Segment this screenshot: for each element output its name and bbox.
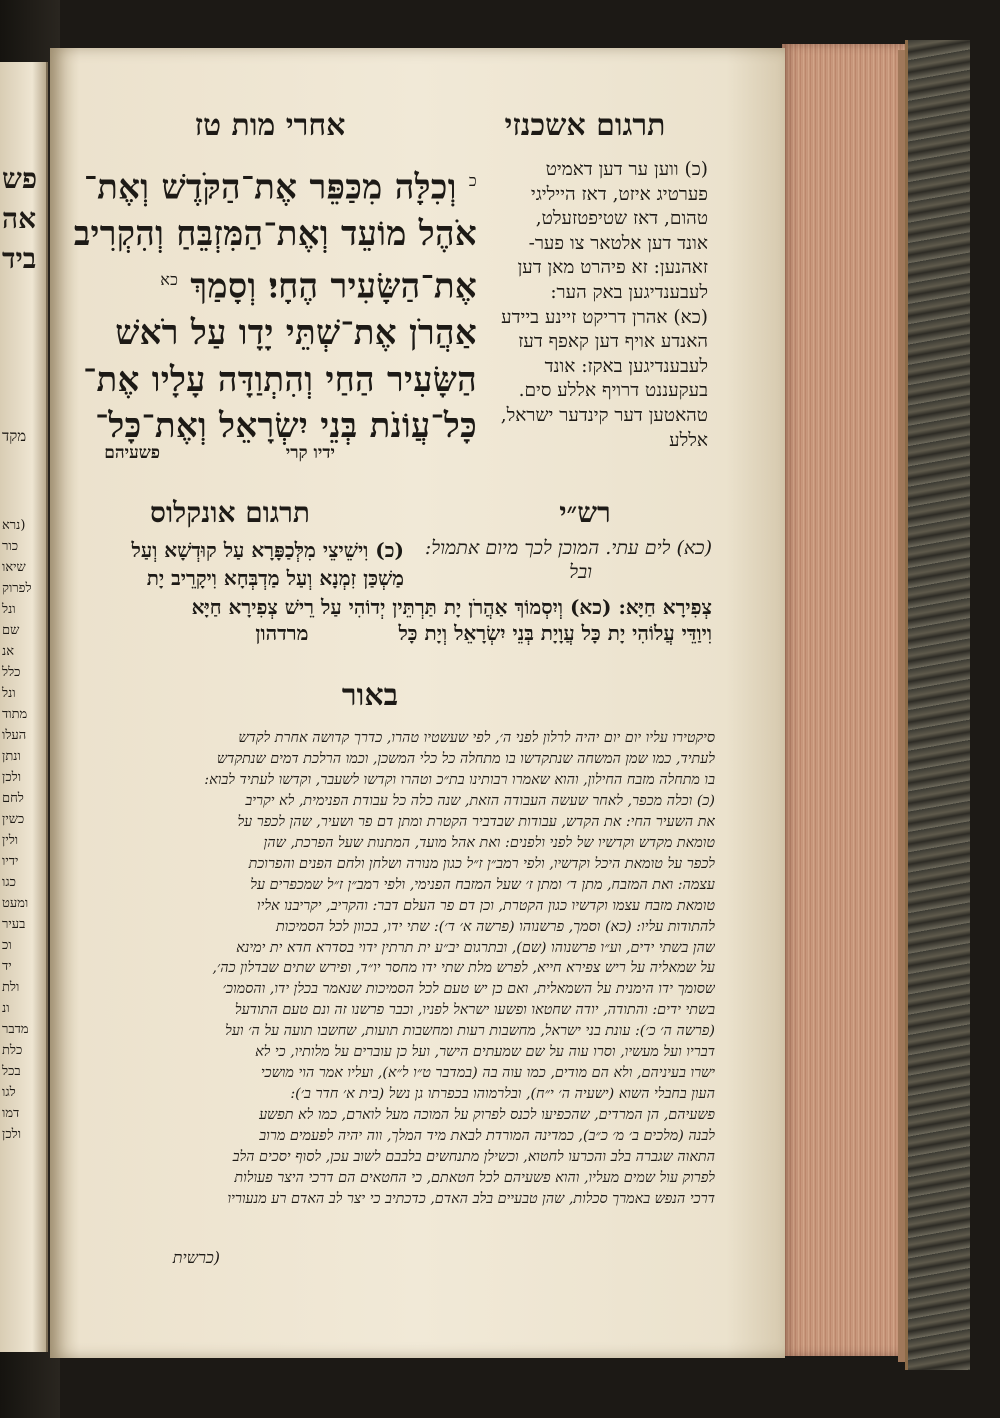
biur-line: בשתי ידים: והתודה, יודה שחטאו ופשעו ישראל לפניו, וכבר פרשנו זה ונם טעם התודעל: [234, 1002, 715, 1019]
rashi-commentary: [402, 536, 712, 584]
left-page-fragment: ולכן: [2, 770, 22, 785]
verse-line: אַהֲרֹן אֶת־שְׁתֵּי יָדָו עַל רֹאשׁ: [115, 313, 477, 354]
left-page-fragment: דמו: [2, 1106, 20, 1121]
rashi-line: ובל: [569, 561, 592, 583]
left-page-fragment: ונתן: [2, 749, 21, 764]
left-page-fragment: בעיר: [2, 917, 26, 932]
left-page-fragment: לגו: [2, 1085, 16, 1100]
left-page-fragment: כלל: [2, 665, 21, 680]
left-page-fragment: לפרוק: [2, 581, 32, 596]
left-page-fragment: כור: [2, 539, 19, 554]
biur-line: ישרו בעיניהם, ולא הם מודים, כמו עוה בה (במדבר ט״ו ל״א), ועליו אמר הוי מושכי: [260, 1065, 715, 1082]
left-page-fragment: ולכן: [2, 1127, 22, 1142]
biur-line: עצמה: ואת המזבח, מתן ד׳ ומתן ז׳ שעל המזבח הפנימי, ולפי רמב״ן ז״ל שמכפרים על: [250, 876, 715, 893]
biur-line: על שמאליה על ריש צפירא חייא, לפרש מלת שתי ידו מחסר יו״ד, ופירש שתים שבדלון כה׳,: [212, 960, 715, 977]
biur-line: (כ) וכלה מכפר, לאחר שעשה העבודה הזאת, שנה כלה כל עבודת הפנימית, לא יקריב: [245, 792, 715, 809]
biur-line: לפרוק עול שמים מעליו, והוא פשעיהם לכל חטאתם, כי החטאים הם דרכי היצר פעולות: [234, 1170, 715, 1187]
yiddish-line: טהום, דאז שטיפטזעלט,: [535, 208, 708, 230]
yiddish-translation: [488, 158, 708, 453]
verse-line: [62, 158, 477, 211]
hebrew-verse-block: [62, 158, 477, 450]
yiddish-line: אללע: [669, 429, 708, 451]
left-page-fragment: ומעט: [2, 896, 29, 911]
onkelos-continued: [74, 594, 712, 646]
onkelos-line: צְפִירָא חַיָּא: (כא) וְיִסְמוֹךְ אַהֲרֹן יָת תַּרְתֵּין יְדוֹהִי עַל רֵישׁ צְפִירָא חַיָּא: [191, 595, 712, 619]
yiddish-line: לעבענדיגען באקז: אונד: [544, 355, 708, 377]
left-page-fragment: ולת: [2, 980, 20, 995]
left-page-fragment: ונ: [2, 1001, 10, 1016]
verse-line: [62, 257, 477, 310]
running-header-left: אחרי מות טז: [194, 108, 346, 143]
biur-line: בו מתחלה מזבח החילון, והוא שאמרו רבותינו בת״כ וטהרו וקדשו לשעבר, וקדשו לעתיד לבוא:: [204, 771, 715, 788]
left-page-fragment: ונל: [2, 686, 16, 701]
keri-note: ידיו קרי: [285, 443, 335, 463]
biur-line: לעתיד, כמו שמן המשחה שנתקדשו בו מתחלה כל כלי המשכן, וכמו הרלכת דמים שנתקדש: [217, 750, 715, 767]
left-page-fragment: מקד: [2, 427, 27, 445]
verse-number: כא: [160, 270, 179, 290]
yiddish-line: לעבענדיגען באק הער:: [550, 281, 708, 303]
onkelos-line: (כ) וִישֵׁיצֵי מִלְּכַפָּרָא עַל קוּדְשָׁא וְעַל: [131, 538, 404, 562]
biur-line: דרכי הנפש באמרך סכלות, שהן טבעיים בלב האדם, כדכתיב כי יצר לב האדם רע מנעוריו: [227, 1190, 715, 1207]
yiddish-line: פערטיג איזט, דאז הייליגי: [530, 183, 708, 205]
left-page-fragment: ביד: [2, 242, 37, 275]
onkelos-text: וִיוַדֵּי עֲלוֹהִי יָת כָּל עֲוָיָת בְּנֵי יִשְׂרָאֵל וְיָת כָּל: [398, 621, 712, 645]
biur-line: לכפר על טומאת היכל וקדשיו, ולפי רמב״ן ז״ל כגון מנורה ושלחן ולחם הפנים והפרוכת: [248, 855, 715, 872]
left-page-fragment: ולין: [2, 833, 19, 848]
page-edges: [782, 44, 912, 1356]
rashi-line: (כא) לים עתי. המוכן לכך מיום אתמול:: [424, 537, 712, 559]
biur-line: לבנה (מלכים ב׳ מ׳ כ״ב), כמדינה המורדת לבאת מיד המלך, ווה יהיה לפעמים מרוב: [259, 1128, 715, 1145]
biur-line: התאוה שגברה בלב והכרעו לחטוא, וכשילן מתנחשים בלבבם לשוב עכן, לסוף יסכים הלב: [232, 1149, 715, 1166]
verse-line: אֹהֶל מוֹעֵד וְאֶת־הַמִּזְבֵּחַ וְהִקְרִיב: [73, 213, 477, 254]
biur-line: פשעיהם, הן המרדים, שהכפיעו לכנס לפרוק על המוכה מעל לוארם, כמו לא תפשע: [259, 1107, 715, 1124]
biur-line: דבריו ועל מעשיו, וסרו עוה על שם שמעתים הישר, ועל כן עוברים על מלותיו, כי לא: [255, 1044, 715, 1061]
left-page-fragment: בכל: [2, 1064, 21, 1079]
left-page-fragment: אנ: [2, 644, 15, 659]
yiddish-line: בעקעננט דרויף אללע סים.: [518, 380, 708, 402]
verse-line: כָּל־עֲוֹנֹת בְּנֵי יִשְׂרָאֵל וְאֶת־כָּל־: [95, 406, 477, 447]
left-page-fragment: שם: [2, 623, 20, 638]
left-page-fragment: יד: [2, 959, 12, 974]
left-page-fragment: אה: [2, 202, 37, 235]
rashi-heading: רש״י: [559, 496, 611, 529]
left-page-fragment: ונל: [2, 602, 16, 617]
left-page-fragment: כלת: [2, 1043, 23, 1058]
biur-line: העון בחבלי השוא (ישעיה ה׳ י״ח), ובלרמוהו בכפרתו גן נשל (בית א׳ חדר ב׳):: [290, 1086, 715, 1103]
biur-line: להתודות עליו: (כא) וסמך, פרשנוהו (פרשה א׳ ד׳): שתי ידו, בכוון לכל הסמיכות: [275, 918, 715, 935]
biur-line: (פרשה ה׳ כ׳): עונת בני ישראל, מחשבות רעות ומחשבות תועות, שחשבו תועה על ה׳ ועל: [225, 1023, 715, 1040]
running-header-right: תרגום אשכנזי: [504, 108, 666, 143]
verse-text: אֶת־הַשָּׂעִיר הֶחָי׃ וְסָמַךְ: [190, 266, 477, 307]
yiddish-line: (כ) ווען ער דען דאמיט: [545, 159, 708, 180]
biur-line: סיקטירו עליו יום יום יהיה לרלון לפני ה׳, לפי שעשטיו טהרו, כדרך קדושה אחרת לקדש: [238, 730, 715, 746]
yiddish-line: זאהנען: זא פיהרט מאן דען: [517, 257, 708, 279]
onkelos-line: מַשְׁכַּן זִמְנָא וְעַל מַדְבְּחָא וִיקָרֵיב יָת: [146, 566, 404, 590]
onkelos-heading: תרגום אונקלוס: [150, 496, 310, 529]
left-page-fragment: ידיו: [2, 854, 19, 869]
left-page-fragment: מדבר: [2, 1022, 29, 1037]
left-page-edge: [0, 62, 48, 1352]
onkelos-text: מרדהון: [255, 621, 309, 645]
left-page-fragment: שיאו: [2, 560, 26, 575]
left-page-fragment: העלו: [2, 728, 27, 743]
left-page-fragment: פש: [2, 162, 38, 195]
left-page-fragment: מתוד: [2, 707, 28, 722]
biur-line: שהן בשתי ידים, וע״ו פרשנוהו (שם), ובתרגום יב״ע ית תרתין ידוי בסדרא חדא ית ימינא: [236, 939, 715, 956]
yiddish-line: אונד דען אלטאר צו פער-: [528, 232, 708, 254]
biur-line: טומאת מקדש וקדשיו של לפני ולפנים: ואת אהל מועד, המתנות שעל הפרכת, שהן: [263, 834, 715, 851]
onkelos-line: [74, 620, 712, 646]
biur-commentary: [70, 728, 715, 1210]
biur-line: טומאת מזבח עצמו וקדשיו כגון הקטרת, וכן דם פר העלם דבר: והקריב, יקריבנו אליו: [256, 897, 715, 914]
left-page-fragment: לחם: [2, 791, 24, 806]
biur-line: שסומך ידו הימנית על השמאלית, ואם כן יש טעם לכל הסמיכות שנאמר בכלן ידו, והסמוכ׳: [222, 981, 715, 998]
verse-text: וְכִלָּה מִכַּפֵּר אֶת־הַקֹּדֶשׁ וְאֶת־: [83, 167, 457, 208]
yiddish-line: טהאטען דער קינדער ישראל,: [500, 404, 708, 426]
biur-heading: באור: [341, 678, 399, 713]
onkelos-text: [74, 536, 404, 592]
keri-note: פשעיהם: [104, 443, 160, 463]
left-page-fragment: (נרא: [2, 518, 26, 533]
left-page-fragment: כשין: [2, 812, 25, 827]
biur-line: את השעיר החי: את הקדש, עבודות שבדביר הקטרת ומתן דם פר ושעיר, שהן לכפר על: [237, 813, 715, 830]
left-page-fragment: כגו: [2, 875, 16, 890]
left-page-fragment: וכ: [2, 938, 12, 953]
yiddish-line: (כא) אהרן דריקט זיינע ביידע: [501, 306, 708, 328]
book-cover: [905, 40, 970, 1370]
verse-line: הַשָּׂעִיר הַחַי וְהִתְוַדָּה עָלָיו אֶת־: [83, 359, 477, 400]
verse-number: כ: [468, 171, 477, 190]
catchword: (כרשית: [172, 1248, 220, 1267]
yiddish-line: האנדע אויף דען קאפף דעז: [518, 331, 708, 353]
